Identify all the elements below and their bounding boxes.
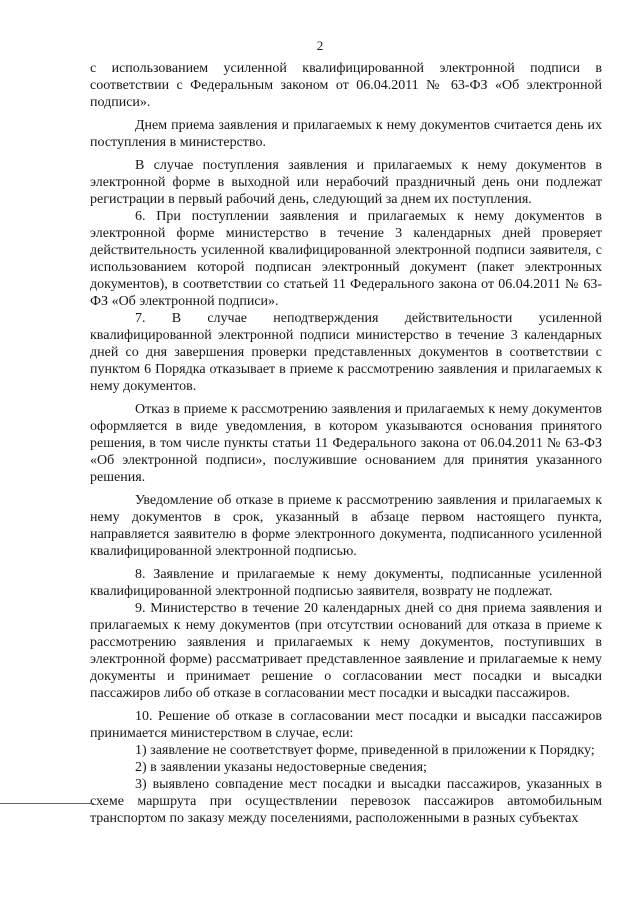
document-body [90, 60, 602, 827]
paragraph: с использованием усиленной квалифицированной электронной подписи в соответствии с Федеральным законом от 06.04.2011 № 63-ФЗ «Об электронной подписи». [90, 61, 602, 110]
paragraph: 8. Заявление и прилагаемые к нему документы, подписанные усиленной квалифицированной электронной подписью заявителя, возврату не подлежат. [90, 567, 602, 599]
paragraph: 1) заявление не соответствует форме, приведенной в приложении к Порядку; [135, 743, 595, 758]
paragraph: 10. Решение об отказе в согласовании мест посадки и высадки пассажиров принимается министерством в случае, если: [90, 709, 602, 741]
paragraph: Отказ в приеме к рассмотрению заявления и прилагаемых к нему документов оформляется в виде уведомления, в котором указываются основания принятого решения, в том числе пункты статьи 11 Федерального закона от 06.04.2011 № 63-ФЗ «Об электронной подписи», послужившие основанием для принятия указанного решения. [90, 402, 602, 485]
paragraph: Уведомление об отказе в приеме к рассмотрению заявления и прилагаемых к нему документов в срок, указанный в абзаце первом настоящего пункта, направляется заявителю в форме электронного документа, подписанного усиленной квалифицированной электронной подписью. [90, 493, 602, 559]
paragraph: Днем приема заявления и прилагаемых к нему документов считается день их поступления в министерство. [90, 118, 602, 150]
paragraph: 7. В случае неподтверждения действительности усиленной квалифицированной электронной подписи министерство в течение 3 календарных дней со дня завершения проверки представленных документов в соответствии с пунктом 6 Порядка отказывает в приеме к рассмотрению заявления и прилагаемых к нему документов. [90, 311, 602, 394]
paragraph: 2) в заявлении указаны недостоверные сведения; [135, 760, 427, 775]
page-number: 2 [316, 38, 324, 53]
paragraph: 3) выявлено совпадение мест посадки и высадки пассажиров, указанных в схеме маршрута при осуществлении перевозок пассажиров автомобильным транспортом по заказу между поселениями, расположенными в разных субъектах [90, 777, 602, 826]
paragraph: 6. При поступлении заявления и прилагаемых к нему документов в электронной форме министерство в течение 3 календарных дней проверяет действительность усиленной квалифицированной электронной подписи заявителя, с использованием которой подписан электронный документ (пакет электронных документов), в соответствии со статьей 11 Федерального закона от 06.04.2011 № 63-ФЗ «Об электронной подписи». [90, 209, 602, 309]
paragraph: 9. Министерство в течение 20 календарных дней со дня приема заявления и прилагаемых к нему документов (при отсутствии оснований для отказа в приеме к рассмотрению заявления и прилагаемых к нему документов, поступивших в электронной форме) рассматривает представленное заявление и прилагаемые к нему документы и принимает решение о согласовании мест посадки и высадки пассажиров либо об отказе в согласовании мест посадки и высадки пассажиров. [90, 601, 602, 701]
margin-line [0, 803, 94, 804]
paragraph: В случае поступления заявления и прилагаемых к нему документов в электронной форме в выходной или нерабочий праздничный день они подлежат регистрации в первый рабочий день, следующий за днем их поступления. [90, 158, 602, 207]
